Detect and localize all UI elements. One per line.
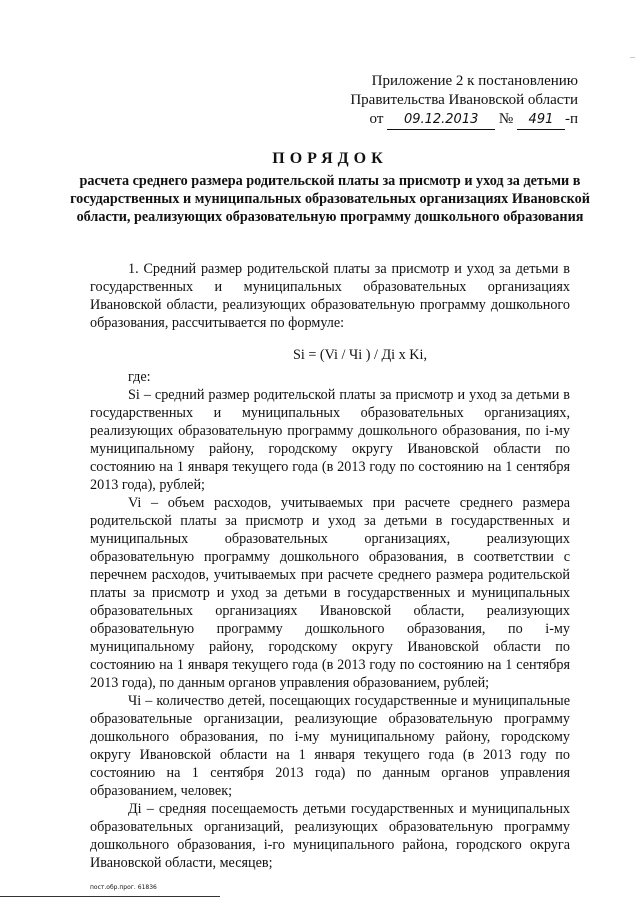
document-title: ПОРЯДОК	[272, 150, 388, 167]
handwritten-date: 09.12.2013	[387, 110, 495, 130]
paragraph-1: 1. Средний размер родительской платы за присмотр и уход за детьми в государственных и муниципальных образовательных организациях Ивановской области, реализующих образовательную программу дошкольного образования, рассчитывается по формуле:	[90, 261, 570, 331]
definition-di: Дi – средняя посещаемость детьми государственных и муниципальных образовательных организаций, реализующих образовательную программу дошкольного образования, i-го муниципального района, городского округа Ивановской области, месяцев;	[90, 801, 570, 871]
formula: Si = (Vi / Чi ) / Дi x Ki,	[292, 347, 428, 363]
number-label: №	[498, 111, 514, 127]
definition-vi: Vi – объем расходов, учитываемых при расчете среднего размера родительской платы за присмотр и уход за детьми в государственных и муниципальных образовательных организациях, реализующих образовательную программу дошкольного образования, в соответствии с перечнем расходов, учитываемых при расчете среднего размера родительской платы за присмотр и уход за детьми в государственных и муниципальных образовательных организациях Ивановской области, реализующих образовательную программу дошкольного образования, по i-му муниципальному району, городскому округу Ивановской области по состоянию на 1 января текущего года (в 2013 году по состоянию на 1 сентября 2013 года), по данным органов управления образованием, рублей;	[90, 495, 570, 691]
definition-chi: Чi – количество детей, посещающих государственные и муниципальные образовательные организации, реализующие образовательную программу дошкольного образования, по i-му муниципальному району, городскому округу Ивановской области на 1 января текущего года (в 2013 году по состоянию на 1 сентября 2013 года) по данным органов управления образованием, человек;	[90, 693, 570, 799]
number-suffix: -п	[564, 111, 578, 127]
where-label: где:	[128, 369, 151, 385]
appendix-line-3	[348, 110, 578, 130]
document-subtitle: расчета среднего размера родительской платы за присмотр и уход за детьми в государственных и муниципальных образовательных организациях Ивановской области, реализующих образовательную программу дошкольного образования	[70, 173, 590, 225]
appendix-header	[348, 72, 578, 130]
appendix-line-2: Правительства Ивановской области	[350, 92, 578, 108]
definition-si: Si – средний размер родительской платы за присмотр и уход за детьми в государственных и муниципальных образовательных организациях, реализующих образовательную программу дошкольного образования, по i-му муниципальному району, городскому округу Ивановской области по состоянию на 1 января текущего года (в 2013 году по состоянию на 1 сентября 2013 года), рублей;	[90, 387, 570, 493]
appendix-line-1: Приложение 2 к постановлению	[371, 73, 578, 89]
document-body	[90, 260, 570, 872]
footer-code: пост.обр.прог. 61836	[90, 884, 157, 891]
from-label: от	[369, 111, 384, 127]
scan-mark: –	[630, 52, 635, 63]
bottom-divider	[0, 896, 220, 897]
handwritten-number: 491	[517, 110, 565, 130]
